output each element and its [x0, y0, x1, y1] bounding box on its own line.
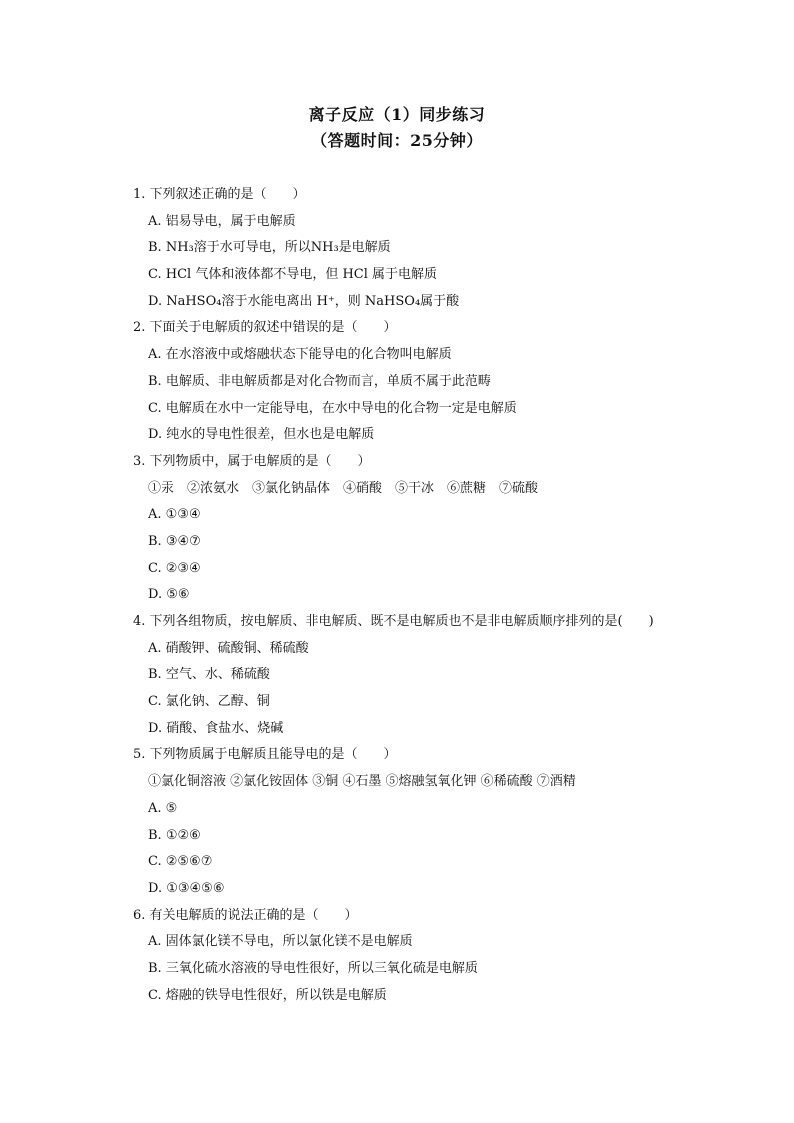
question-stem: 1. 下列叙述正确的是（ ）: [133, 187, 306, 202]
question-option: A. 固体氯化镁不导电，所以氯化镁不是电解质: [148, 934, 413, 950]
question-option: B. ①②⑥: [148, 827, 201, 843]
question-option: A. 在水溶液中或熔融状态下能导电的化合物叫电解质: [148, 347, 452, 363]
question-stem: 2. 下面关于电解质的叙述中错误的是（ ）: [133, 320, 397, 336]
question-stem: 6. 有关电解质的说法正确的是（ ）: [133, 907, 358, 923]
question-option: A. ①③④: [148, 507, 201, 523]
page-subtitle: （答题时间：25分钟）: [311, 131, 483, 150]
question-option: B. NH₃溶于水可导电，所以NH₃是电解质: [148, 240, 391, 256]
question-stem: 3. 下列物质中，属于电解质的是（ ）: [133, 453, 371, 469]
question-option: C. 氯化钠、乙醇、铜: [148, 694, 270, 710]
question-option: A. 铝易导电，属于电解质: [148, 213, 296, 229]
question-option: B. ③④⑦: [148, 533, 201, 549]
question-option: B. 三氧化硫水溶液的导电性很好，所以三氧化硫是电解质: [148, 960, 478, 976]
question-option: D. 纯水的导电性很差，但水也是电解质: [148, 427, 375, 443]
question-option: C. 熔融的铁导电性很好，所以铁是电解质: [148, 987, 387, 1003]
question-option: D. ①③④⑤⑥: [148, 880, 225, 896]
question-option: C. ②⑤⑥⑦: [148, 854, 213, 870]
question-option: C. 电解质在水中一定能导电，在水中导电的化合物一定是电解质: [148, 400, 517, 416]
question-option: B. 电解质、非电解质都是对化合物而言，单质不属于此范畴: [148, 373, 491, 389]
question-option: D. NaHSO₄溶于水能电离出 H⁺，则 NaHSO₄属于酸: [148, 293, 460, 309]
question-list: [133, 182, 713, 1009]
question-option: D. ⑤⑥: [148, 587, 190, 603]
page-title: 离子反应（1）同步练习: [308, 105, 486, 124]
question-substances: ①汞 ②浓氨水 ③氯化钠晶体 ④硝酸 ⑤干冰 ⑥蔗糖 ⑦硫酸: [148, 480, 539, 496]
question-option: C. ②③④: [148, 560, 201, 576]
question-option: B. 空气、水、稀硫酸: [148, 667, 270, 683]
question-option: A. ⑤: [148, 800, 178, 816]
question-stem: 5. 下列物质属于电解质且能导电的是（ ）: [133, 747, 397, 763]
question-stem: 4. 下列各组物质，按电解质、非电解质、既不是电解质也不是非电解质顺序排列的是( ): [133, 614, 654, 629]
question-option: A. 硝酸钾、硫酸铜、稀硫酸: [148, 640, 309, 656]
question-option: D. 硝酸、食盐水、烧碱: [148, 720, 284, 736]
question-option: C. HCl 气体和液体都不导电，但 HCl 属于电解质: [148, 267, 438, 283]
question-substances: ①氯化铜溶液 ②氯化铵固体 ③铜 ④石墨 ⑤熔融氢氧化钾 ⑥稀硫酸 ⑦酒精: [148, 774, 576, 790]
